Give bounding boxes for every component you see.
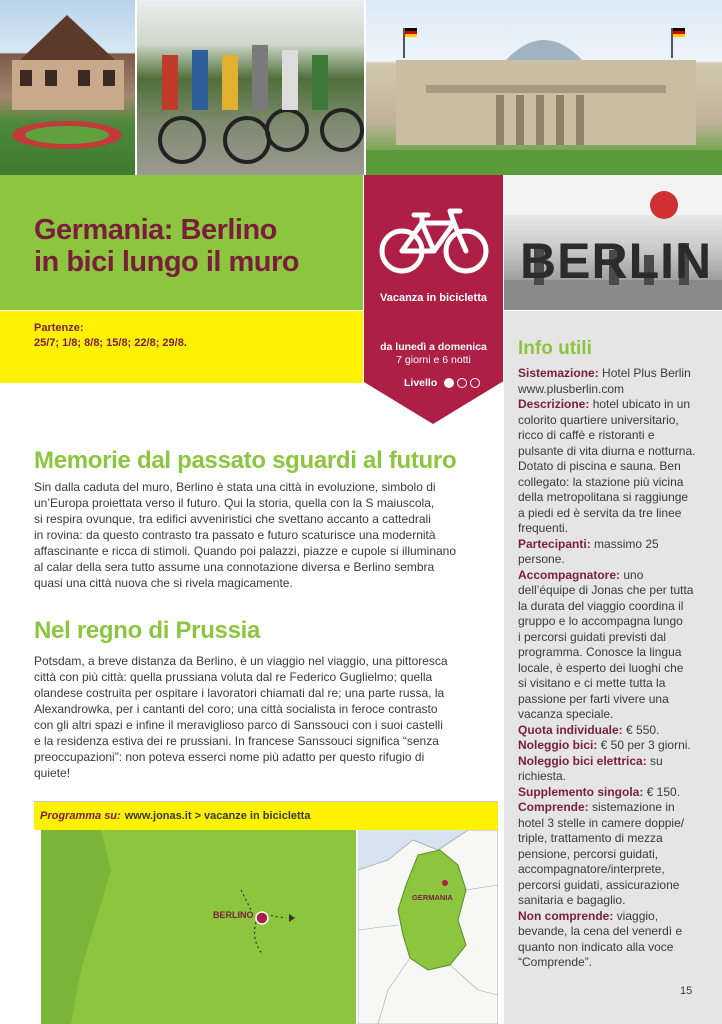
- region-map: [41, 830, 356, 1024]
- paragraph-line: affascinante e ricca di stimoli. Quando poi palazzi, piazze e cupole si illuminano: [34, 544, 457, 558]
- paragraph-line: in rovina: da questo contrasto tra passato e futuro scaturisce una modernità: [34, 528, 436, 542]
- info-item-text: colorito quartiere universitario,: [518, 412, 679, 427]
- paragraph-line: si respira ovunque, tra edifici avveniristici che svettano accanto a cattedrali: [34, 512, 431, 526]
- page-title: [34, 214, 354, 278]
- programma-label: Programma su:: [40, 810, 121, 822]
- info-item-text: i percorsi guidati previsti dal: [518, 629, 667, 644]
- info-line: [518, 785, 710, 801]
- info-list: [518, 366, 710, 971]
- info-line: [518, 599, 710, 615]
- info-line: [518, 382, 710, 398]
- info-item-text: massimo 25: [590, 536, 659, 551]
- info-item-text: € 50 per 3 giorni.: [597, 738, 691, 752]
- section-heading-memorie: Memorie dal passato sguardi al futuro: [34, 447, 457, 474]
- map-country-label: GERMANIA: [412, 893, 453, 902]
- info-line: [518, 831, 710, 847]
- info-item-text: sistemazione in: [588, 800, 675, 814]
- info-item-text: richiesta.: [518, 769, 567, 783]
- schedule-nights: 7 giorni e 6 notti: [396, 354, 471, 366]
- info-line: [518, 568, 710, 584]
- info-item-text: vacanza speciale.: [518, 707, 614, 721]
- difficulty-label: Livello: [404, 377, 438, 389]
- departures-dates: 25/7; 1/8; 8/8; 15/8; 22/8; 29/8.: [34, 337, 187, 349]
- info-line: [518, 444, 710, 460]
- info-item-text: “Comprende”.: [518, 955, 593, 969]
- info-line: [518, 583, 710, 599]
- info-item-text: frequenti.: [518, 521, 569, 535]
- berlin-marker-icon: [256, 912, 268, 924]
- info-item-text: si visitano e ci mette tutta la: [518, 676, 666, 690]
- info-item-text: € 550.: [622, 722, 660, 737]
- info-line: [518, 692, 710, 708]
- info-line: [518, 459, 710, 475]
- info-line: [518, 723, 710, 739]
- info-line: [518, 754, 710, 770]
- info-item-text: triple, trattamento di mezza: [518, 831, 663, 845]
- category-label: Vacanza in bicicletta: [380, 292, 487, 304]
- info-item-text: programma. Conosce la lingua: [518, 645, 682, 659]
- info-item-label: Descrizione:: [518, 397, 590, 411]
- section-heading-prussia: Nel regno di Prussia: [34, 617, 261, 644]
- info-item-text: pulsante di vita diurna e notturna.: [518, 443, 696, 458]
- info-item-text: dell’équipe di Jonas che per tutta: [518, 583, 694, 597]
- info-line: [518, 413, 710, 429]
- level-dot-icon: [457, 378, 467, 388]
- info-line: [518, 940, 710, 956]
- germany-locator-map: [358, 830, 498, 1024]
- info-line: [518, 955, 710, 971]
- info-item-text: Dotato di piscina e sauna. Ben: [518, 459, 681, 473]
- info-line: [518, 893, 710, 909]
- info-item-label: Noleggio bici elettrica:: [518, 753, 647, 768]
- paragraph-line: con gli altri spazi e infine il meraviglioso parco di Sanssouci con i suoi castelli: [34, 718, 443, 732]
- page-number: 15: [680, 985, 693, 997]
- schedule-days: da lunedì a domenica: [380, 341, 487, 353]
- info-line: [518, 924, 710, 940]
- info-line: [518, 878, 710, 894]
- paragraph-line: un’Europa proiettata verso il futuro. Qui la storia, quella con la S maiuscola,: [34, 496, 435, 510]
- germany-capital-dot-icon: [442, 880, 448, 886]
- level-dot-icon: [470, 378, 480, 388]
- info-item-label: Partecipanti:: [518, 536, 591, 551]
- info-line: [518, 521, 710, 537]
- info-item-text: ricco di caffè e ristoranti e: [518, 428, 655, 442]
- paragraph-line: Sin dalla caduta del muro, Berlino è stata una città in evoluzione, simbolo di: [34, 480, 436, 494]
- paragraph-line: quasi una città nuova che si rivela magicamente.: [34, 576, 293, 590]
- cyclists-photo: [137, 0, 364, 175]
- info-item-label: Quota individuale:: [518, 722, 623, 737]
- info-item-label: Noleggio bici:: [518, 738, 598, 752]
- info-item-text: Hotel Plus Berlin: [598, 366, 691, 380]
- info-line: [518, 366, 710, 382]
- paragraph-line: al calar della sera tutto assume una connotazione diversa e Berlino sembra: [34, 560, 435, 574]
- info-item-text: hotel ubicato in un: [589, 397, 691, 411]
- info-line: [518, 506, 710, 522]
- info-line: [518, 428, 710, 444]
- info-line: [518, 614, 710, 630]
- info-line: [518, 800, 710, 816]
- info-item-text: pensione, percorsi guidati,: [518, 846, 659, 861]
- paragraph-line: e la residenza estiva dei re prussiani. In francese Sanssouci significa “senza: [34, 734, 439, 748]
- difficulty-level: [404, 377, 480, 389]
- reichstag-photo: [366, 0, 722, 175]
- info-line: [518, 862, 710, 878]
- info-item-label: Supplemento singola:: [518, 784, 644, 799]
- info-line: [518, 630, 710, 646]
- info-line: [518, 397, 710, 413]
- info-line: [518, 816, 710, 832]
- info-line: [518, 552, 710, 568]
- info-item-label: Comprende:: [518, 800, 589, 814]
- info-item-text: percorsi guidati, assicurazione: [518, 877, 680, 892]
- paragraph-line: città con più città: quella prussiana voluta dal re Federico Guglielmo; quella: [34, 670, 433, 684]
- info-item-text: hotel 3 stelle in camere doppie/: [518, 815, 685, 830]
- info-item-text: uno: [620, 567, 644, 582]
- info-item-text: sanitaria e bagaglio.: [518, 893, 626, 907]
- info-item-text: € 150.: [643, 784, 681, 799]
- info-item-text: su: [646, 753, 663, 768]
- info-item-text: persone.: [518, 552, 565, 566]
- paragraph-line: Potsdam, a breve distanza da Berlino, è un viaggio nel viaggio, una pittoresca: [34, 654, 448, 668]
- title-line-2: in bici lungo il muro: [34, 246, 299, 278]
- paragraph-line: quiete!: [34, 766, 71, 780]
- info-item-label: Accompagnatore:: [518, 567, 621, 582]
- info-line: [518, 475, 710, 491]
- departures-label: Partenze:: [34, 322, 84, 334]
- map-city-label: BERLINO: [213, 910, 254, 920]
- info-item-text: bevande, la cena del venerdì e: [518, 924, 683, 938]
- info-line: [518, 707, 710, 723]
- programma-bar: [34, 802, 498, 830]
- info-item-text: viaggio,: [613, 908, 659, 923]
- info-line: [518, 537, 710, 553]
- info-item-text: della metropolitana si raggiunge: [518, 490, 689, 504]
- info-item-text: www.plusberlin.com: [518, 381, 625, 396]
- info-line: [518, 490, 710, 506]
- info-item-text: passione per farti vivere una: [518, 691, 669, 706]
- info-item-text: locale, è esperto dei luoghi che: [518, 660, 684, 675]
- section-text-memorie: [34, 479, 464, 591]
- programma-link[interactable]: www.jonas.it > vacanze in bicicletta: [124, 810, 311, 822]
- section-text-prussia: [34, 653, 464, 781]
- info-item-text: a piedi ed è servita da tre linee: [518, 505, 682, 520]
- info-item-text: collegato: la stazione più vicina: [518, 474, 684, 489]
- bicycle-icon: [378, 205, 490, 275]
- paragraph-line: olandese costruita per ospitare i lavoratori chiamati dal re; una parte russa, la: [34, 686, 445, 700]
- title-line-1: Germania: Berlino: [34, 214, 277, 246]
- paragraph-line: preoccupazioni”: non poteva esserci nome più adatto per questo rifugio di: [34, 750, 425, 764]
- info-item-label: Non comprende:: [518, 908, 614, 923]
- info-line: [518, 738, 710, 754]
- info-line: [518, 909, 710, 925]
- berlin-wall-graffiti: BERLIN: [520, 233, 713, 289]
- castle-photo: [0, 0, 135, 175]
- info-line: [518, 847, 710, 863]
- level-dot-icon: [444, 378, 454, 388]
- info-line: [518, 645, 710, 661]
- schedule-info: [364, 341, 503, 367]
- info-line: [518, 676, 710, 692]
- info-line: [518, 769, 710, 785]
- info-title: Info utili: [518, 338, 592, 359]
- info-item-label: Sistemazione:: [518, 366, 599, 380]
- paragraph-line: Alexandrowka, per i cantanti del coro; una città socialista in feroce contrasto: [34, 702, 438, 716]
- info-item-text: accompagnatore/interprete,: [518, 862, 665, 876]
- info-item-text: gruppo e lo accompagna lungo: [518, 614, 683, 628]
- info-item-text: la durata del viaggio coordina il: [518, 598, 684, 613]
- info-item-text: quanto non indicato alla voce: [518, 939, 674, 954]
- info-line: [518, 661, 710, 677]
